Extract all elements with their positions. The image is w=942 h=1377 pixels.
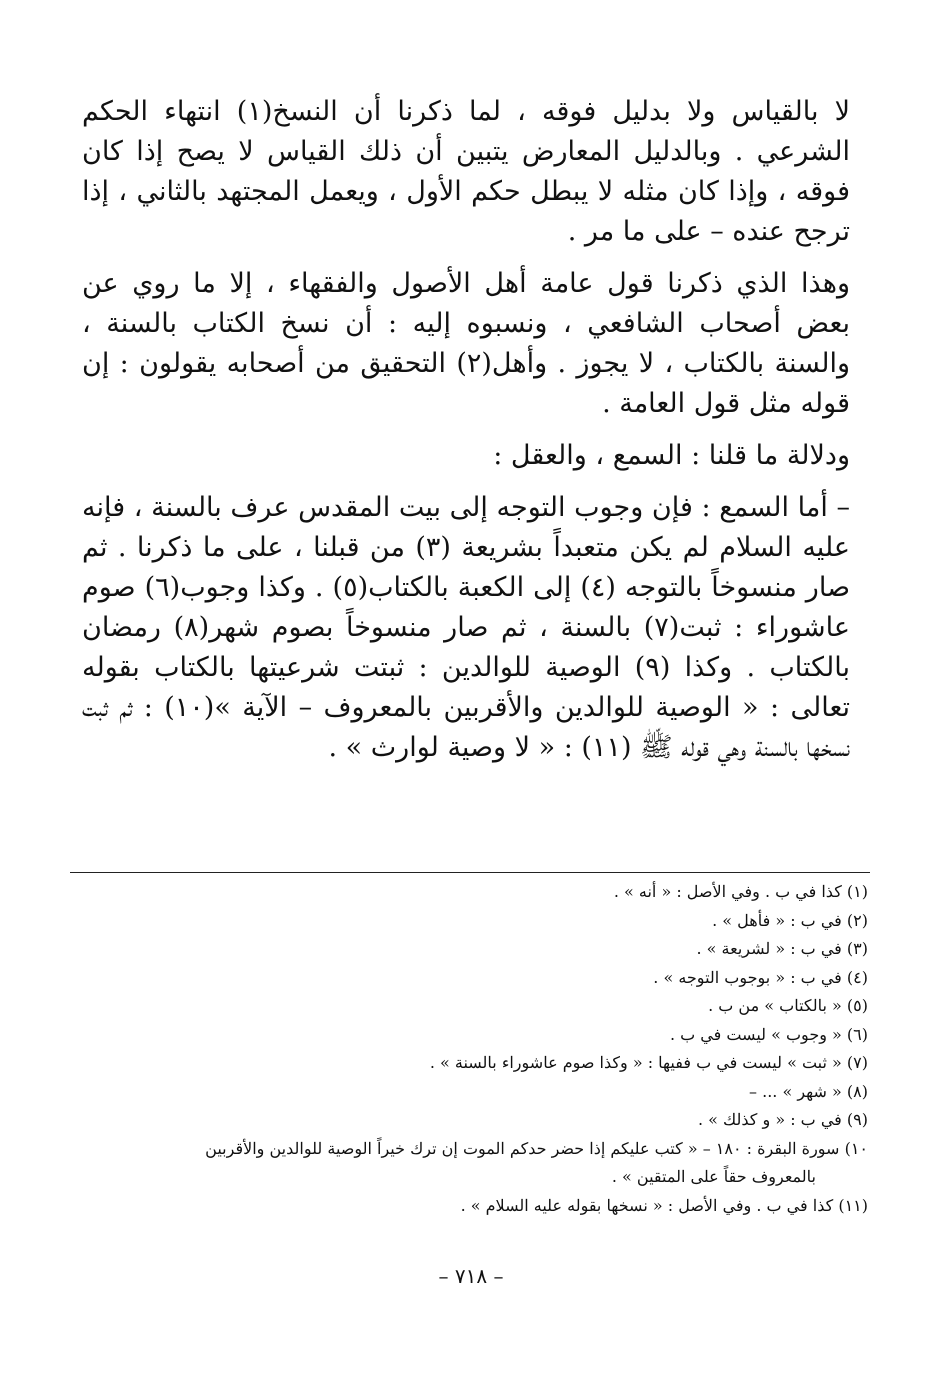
footnote-number: ١٠) xyxy=(844,1138,868,1158)
footnote-number: (٦) xyxy=(846,1024,868,1044)
footnote-text: كذا في ب . وفي الأصل : « أنه » . xyxy=(613,882,842,901)
footnote-9 xyxy=(82,1106,870,1135)
footnote-number: (٢) xyxy=(846,910,868,930)
footnote-number: (٣) xyxy=(846,939,868,958)
footnote-text: كذا في ب . وفي الأصل : « نسخها بقوله عليه السلام » . xyxy=(460,1195,834,1215)
footnote-text: « شهر » ... – xyxy=(749,1081,842,1101)
main-text xyxy=(82,92,850,780)
footnote-5 xyxy=(82,992,870,1021)
paragraph-2: وهذا الذي ذكرنا قول عامة أهل الأصول والفقهاء ، إلا ما روي عن بعض أصحاب الشافعي ، ونسبوه إليه : أن نسخ الكتاب بالسنة ، والسنة بالكتاب ، لا يجوز . وأهل(٢) التحقيق من أصحابه يقولون : إن قوله مثل قول العامة . xyxy=(82,268,850,419)
page-number: – ٧١٨ – xyxy=(438,1264,504,1288)
footnote-2 xyxy=(82,907,870,936)
footnote-continuation: بالمعروف حقاً على المتقين » . xyxy=(611,1167,816,1186)
footnote-number: (٤) xyxy=(846,967,868,987)
footnote-text: في ب : « بوجوب التوجه » . xyxy=(653,967,842,987)
footnote-number: (١) xyxy=(846,882,868,901)
footnote-text: « وجوب » ليست في ب . xyxy=(669,1024,842,1044)
footnote-separator xyxy=(70,872,870,873)
paragraph-4: – أما السمع : فإن وجوب التوجه إلى بيت المقدس عرف بالسنة ، فإنه عليه السلام لم يكن متعبداً بشريعة (٣) من قبلنا ، على ما ذكرنا . ثم صار منسوخاً بالتوجه (٤) إلى الكعبة بالكتاب(٥) . وكذا وجوب(٦) صوم عاشوراء : ثبت(٧) بالسنة ، ثم صار منسوخاً بصوم شهر(٨) رمضان بالكتاب . وكذا (٩) الوصية للوالدين : ثبتت شرعيتها بالكتاب بقوله تعالى : « الوصية للوالدين والأقربين بالمعروف – الآية »(١٠) : ثم ثبت نسخها بالسنة وهي قوله ﷺ (١١) : « لا وصية لوارث » . xyxy=(82,492,851,763)
footnote-number: (٩) xyxy=(846,1110,868,1129)
footnote-number: (٧) xyxy=(846,1053,868,1072)
footnote-text: في ب : « و كذلك » . xyxy=(698,1110,842,1129)
footnote-11 xyxy=(82,1192,870,1221)
footnote-text: سورة البقرة : ١٨٠ – « كتب عليكم إذا حضر حدكم الموت إن ترك خيراً الوصية للوالدين والأقربين xyxy=(205,1138,840,1158)
footnote-3 xyxy=(82,935,870,964)
footnote-1 xyxy=(82,878,870,907)
footnote-7 xyxy=(82,1049,870,1078)
footnote-text: « ثبت » ليست في ب ففيها : « وكذا صوم عاشوراء بالسنة » . xyxy=(429,1053,842,1072)
footnote-number: (٥) xyxy=(846,996,868,1015)
footnote-6 xyxy=(82,1021,870,1050)
paragraph-3: ودلالة ما قلنا : السمع ، والعقل : xyxy=(493,440,850,471)
footnote-8 xyxy=(82,1078,870,1107)
footnote-text: في ب : « لشريعة » . xyxy=(696,939,842,958)
footnotes xyxy=(82,878,870,1220)
footnote-10 xyxy=(82,1135,870,1192)
paragraph-1: لا بالقياس ولا بدليل فوقه ، لما ذكرنا أن النسخ(١) انتهاء الحكم الشرعي . وبالدليل المعارض يتبين أن ذلك القياس لا يصح إذا كان فوقه ، وإذا كان مثله لا يبطل حكم الأول ، ويعمل المجتهد بالثاني ، إذا ترجح عنده – على ما مر . xyxy=(82,96,850,247)
footnote-4 xyxy=(82,964,870,993)
footnote-text: « بالكتاب » من ب . xyxy=(708,996,842,1015)
footnote-number: (٨) xyxy=(846,1081,868,1101)
footnote-text: في ب : « فأهل » . xyxy=(712,910,842,930)
footnote-number: (١١) xyxy=(838,1195,868,1215)
